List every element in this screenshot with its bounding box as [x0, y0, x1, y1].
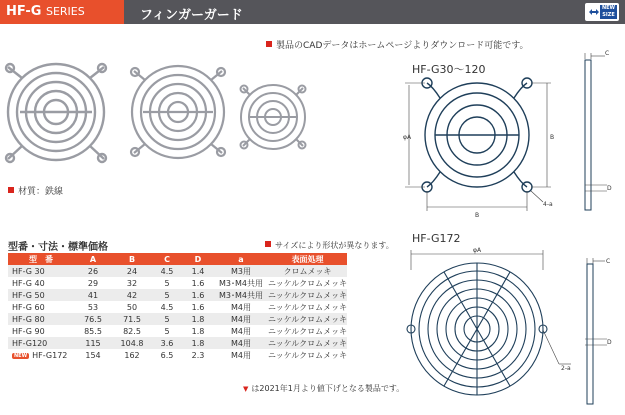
cell-hole: M3･M4共用	[214, 277, 268, 289]
cell-finish: ニッケルクロムメッキ	[268, 314, 348, 324]
dim-d-label: D	[607, 185, 612, 192]
cell-finish: クロムメッキ	[268, 265, 347, 277]
cell-a: 41	[74, 289, 112, 301]
cell-model: NEW HF-G172	[8, 349, 74, 361]
cell-d: 1.6	[182, 289, 214, 301]
cell-d: 1.8	[182, 337, 214, 349]
cell-hole: M4用	[214, 301, 268, 313]
cell-finish: ニッケルクロムメッキ	[268, 278, 348, 288]
diagram2-title: HF-G172	[412, 232, 461, 245]
cell-finish: ニッケルクロムメッキ	[268, 290, 348, 300]
cell-a: 115	[74, 337, 112, 349]
dim-d-label-172: D	[607, 339, 612, 346]
table-row	[8, 265, 347, 277]
cell-finish: ニッケルクロムメッキ	[268, 302, 348, 312]
cell-a: 26	[74, 265, 112, 277]
triangle-marker-icon: ▼	[243, 385, 249, 393]
double-arrow-icon	[588, 6, 600, 18]
size-note: サイズにより形状が異なります。	[265, 240, 394, 251]
table-header-row	[8, 253, 347, 265]
cell-d: 1.6	[182, 277, 214, 289]
spec-table	[8, 253, 347, 361]
header-bar	[0, 0, 625, 24]
col-header-c: C	[152, 253, 182, 265]
cell-d: 1.4	[182, 265, 214, 277]
col-header-model: 型 番	[8, 253, 74, 265]
cell-d: 1.6	[182, 301, 214, 313]
cell-b: 162	[112, 349, 152, 361]
cell-hole: M3･M4共用	[214, 289, 268, 301]
cell-a: 29	[74, 277, 112, 289]
cell-c: 5	[152, 313, 182, 325]
cell-hole: M3用	[214, 265, 268, 277]
dim-c-label-172: C	[606, 258, 611, 265]
cell-c: 3.6	[152, 337, 182, 349]
table-row	[8, 337, 347, 349]
page-title: フィンガーガード	[140, 8, 243, 23]
dim-hole-label: 4-a	[543, 201, 553, 208]
cell-b: 50	[112, 301, 152, 313]
table-row	[8, 349, 347, 361]
table-row	[8, 289, 347, 301]
col-header-a: A	[74, 253, 112, 265]
dim-b-right-label: B	[550, 134, 555, 141]
cell-c: 5	[152, 277, 182, 289]
cell-d: 1.8	[182, 325, 214, 337]
dim-a-label: φA	[403, 134, 412, 141]
table-row	[8, 301, 347, 313]
table-row	[8, 277, 347, 289]
cell-a: 85.5	[74, 325, 112, 337]
col-header-d: D	[182, 253, 214, 265]
cell-hole: M4用	[214, 313, 268, 325]
cell-b: 42	[112, 289, 152, 301]
col-header-hole: a	[214, 253, 268, 265]
cell-d: 2.3	[182, 349, 214, 361]
cell-a: 53	[74, 301, 112, 313]
cell-b: 82.5	[112, 325, 152, 337]
table-row	[8, 325, 347, 337]
cell-b: 32	[112, 277, 152, 289]
cell-c: 4.5	[152, 301, 182, 313]
cell-b: 71.5	[112, 313, 152, 325]
cell-model: HF-G 60	[8, 301, 74, 313]
cell-hole: M4用	[214, 337, 268, 349]
diagram1-title: HF-G30～120	[412, 63, 486, 76]
guard-photo-small	[241, 85, 306, 149]
cell-c: 5	[152, 289, 182, 301]
cell-model: HF-G 40	[8, 277, 74, 289]
dim-c-label: C	[605, 50, 610, 57]
new-size-badge	[585, 3, 619, 21]
cell-finish: ニッケルクロムメッキ	[268, 338, 348, 348]
cell-a: 154	[74, 349, 112, 361]
cell-finish: ニッケルクロムメッキ	[268, 326, 348, 336]
cell-hole: M4用	[214, 325, 268, 337]
cell-d: 1.8	[182, 313, 214, 325]
front-view	[422, 78, 532, 192]
col-header-finish: 表面処理	[268, 253, 347, 265]
cell-b: 104.8	[112, 337, 152, 349]
guard-photo-large	[6, 64, 106, 162]
price-footnote: ▼ は2021年1月より値下げとなる製品です。	[243, 384, 405, 393]
cell-b: 24	[112, 265, 152, 277]
col-header-b: B	[112, 253, 152, 265]
dim-b-bottom-label: B	[475, 212, 480, 219]
series-label: HF-G SERIES	[6, 4, 85, 19]
new-badge: NEW	[14, 352, 28, 359]
red-square-icon	[8, 187, 14, 193]
cad-note: 製品のCADデータはホームページよりダウンロード可能です。	[266, 38, 528, 51]
badge-text: NEW SIZE	[601, 5, 616, 18]
dim-a-label-172: φA	[473, 247, 482, 254]
cell-model: HF-G 90	[8, 325, 74, 337]
material-note: 材質：鉄線	[8, 184, 63, 197]
cell-c: 4.5	[152, 265, 182, 277]
front-view-172	[407, 263, 593, 404]
cell-a: 76.5	[74, 313, 112, 325]
cell-c: 5	[152, 325, 182, 337]
table-title: 型番・寸法・標準価格	[8, 242, 108, 253]
guard-photo-medium	[131, 66, 225, 158]
cell-c: 6.5	[152, 349, 182, 361]
red-square-icon	[266, 41, 272, 47]
diagram-hf-g172	[395, 244, 625, 414]
product-photos	[0, 55, 312, 180]
cell-model: HF-G 80	[8, 313, 74, 325]
cell-model: HF-G120	[8, 337, 74, 349]
cell-model: HF-G 50	[8, 289, 74, 301]
table-row	[8, 313, 347, 325]
diagram-hf-g30-120	[395, 45, 625, 225]
cell-finish: ニッケルクロムメッキ	[268, 350, 348, 360]
cell-hole: M4用	[214, 349, 268, 361]
red-square-icon	[265, 241, 271, 247]
cell-model: HF-G 30	[8, 265, 74, 277]
dim-hole-label-172: 2-a	[561, 365, 571, 372]
